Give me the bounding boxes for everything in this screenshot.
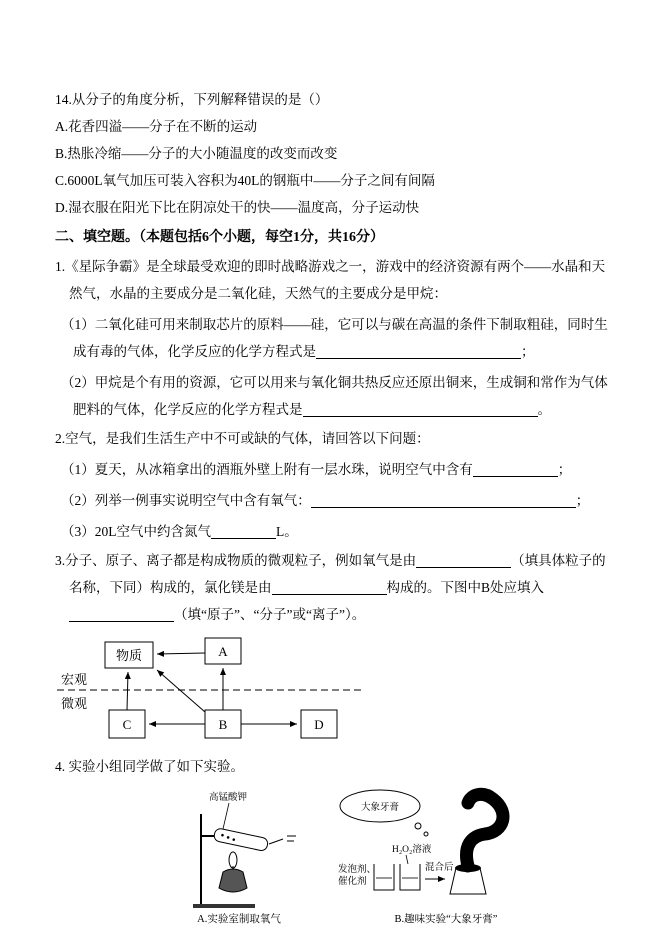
q1-sub1-text: （1）二氧化硅可用来制取芯片的原料——硅，它可以与碳在高温的条件下制取粗硅，同时生成有毒的气体，化学反应的化学方程式是 xyxy=(61,317,608,359)
alcohol-lamp xyxy=(219,869,247,892)
cloud-tail-bubble xyxy=(415,823,421,829)
speech-cloud-text: 大象牙膏 xyxy=(360,803,400,813)
q2-sub1-punct: ； xyxy=(557,462,572,477)
q1-sub1-punct: ； xyxy=(521,344,535,359)
q2-sub3 xyxy=(61,518,615,545)
q14-option-b: B.热胀冷缩——分子的大小随温度的改变而改变 xyxy=(55,146,338,161)
q2-sub2-text: （2）列举一例事实说明空气中含有氧气： xyxy=(61,493,311,508)
matter-particle-diagram xyxy=(57,632,615,751)
experiment-figures xyxy=(183,786,615,932)
q3-blank2 xyxy=(272,580,387,595)
macro-label: 宏观 xyxy=(61,672,88,687)
diagram-box-matter-label: 物质 xyxy=(115,648,143,663)
mix-label: 混合后 xyxy=(425,863,454,873)
q14-option-a: A.花香四溢——分子在不断的运动 xyxy=(55,119,258,134)
q2-sub1-blank xyxy=(473,462,558,477)
diagram-box-d-label: D xyxy=(314,717,324,732)
q3-seg3: 构成的。下图中B处应填入 xyxy=(386,580,545,595)
figure-a-group xyxy=(193,791,296,925)
q2-sub1-text: （1）夏天，从冰箱拿出的酒瓶外壁上附有一层水珠，说明空气中含有 xyxy=(61,462,473,477)
cloud-tail-bubble xyxy=(424,832,428,836)
q3-stem xyxy=(55,547,615,628)
figure-b-caption: B.趣味实验“大象牙膏” xyxy=(394,914,498,925)
diagram-box-b-label: B xyxy=(218,717,228,732)
q1-sub1-blank xyxy=(316,344,521,359)
reagent-leader-line xyxy=(223,803,229,829)
q1-sub1 xyxy=(61,311,615,365)
flame-icon xyxy=(229,852,237,868)
q2-sub1 xyxy=(61,456,615,483)
diagram-box-a-label: A xyxy=(218,644,228,659)
concept-map-svg xyxy=(57,632,407,747)
beaker-foam-agent xyxy=(374,864,394,890)
q14-stem: 14.从分子的角度分析，下列解释错误的是（） xyxy=(55,92,329,107)
q2-sub3-blank xyxy=(211,524,276,539)
q1-stem: 1.《星际争霸》是全球最受欢迎的即时战略游戏之一，游戏中的经济资源有两个——水晶和天然气，水晶的主要成分是二氧化硅，天然气的主要成分是甲烷： xyxy=(55,259,606,301)
beaker-h2o2 xyxy=(400,864,420,890)
arrow-b-to-matter xyxy=(157,670,205,712)
delivery-tube xyxy=(269,839,283,844)
q2-sub3-punct: L。 xyxy=(276,524,298,539)
q3-seg2: （填具体粒子的名称，下同）构成的，氯化镁是由 xyxy=(69,553,606,595)
q14-option-d: D.湿衣服在阳光下比在阴凉处干的快——温度高，分子运动快 xyxy=(55,200,420,215)
q2-stem: 2.空气，是我们生活生产中不可或缺的气体，请回答以下问题： xyxy=(55,431,430,446)
q1-sub2-blank xyxy=(303,402,538,417)
q3-blank3 xyxy=(69,607,174,622)
q1-sub2 xyxy=(61,369,615,423)
q3-blank1 xyxy=(416,553,511,568)
arrow-a-to-matter xyxy=(157,653,205,654)
h2o2-label: H₂O₂溶液 xyxy=(392,845,432,855)
q2-sub2-blank xyxy=(311,493,576,508)
figure-b-group xyxy=(338,790,503,925)
diagram-box-c-label: C xyxy=(122,717,132,732)
test-tube xyxy=(213,828,269,852)
micro-label: 微观 xyxy=(61,696,88,711)
q3-seg4: （填“原子”、“分子”或“离子”）。 xyxy=(174,607,366,622)
figure-a-caption: A.实验室制取氧气 xyxy=(197,914,281,925)
q3-seg1: 3.分子、原子、离子都是构成物质的微观粒子，例如氧气是由 xyxy=(55,553,417,568)
q2-sub2-punct: ； xyxy=(575,493,590,508)
foam-agent-label-line1: 发泡剂、 xyxy=(338,865,377,875)
test-tube-body xyxy=(213,828,269,852)
h2o2-leader-line xyxy=(406,855,408,864)
stand-base xyxy=(193,904,255,908)
q1-sub2-punct: 。 xyxy=(537,402,551,417)
reagent-label: 高锰酸钾 xyxy=(209,793,248,803)
q4-stem: 4. 实验小组同学做了如下实验。 xyxy=(55,759,244,774)
arrow-c-to-matter xyxy=(127,672,128,710)
q14-option-c: C.6000L氧气加压可装入容积为40L的钢瓶中——分子之间有间隔 xyxy=(55,173,435,188)
q1-sub2-text: （2）甲烷是个有用的资源，它可以用来与氧化铜共热反应还原出铜来，生成铜和常作为气体肥料的气体，化学反应的化学方程式是 xyxy=(61,375,608,417)
section-2-title: 二、填空题。（本题包括6个小题，每空1分，共16分） xyxy=(55,230,384,245)
q2-sub3-text: （3）20L空气中约含氮气 xyxy=(61,524,211,539)
foam-trunk xyxy=(467,794,503,866)
q2-sub2 xyxy=(61,487,615,514)
experiment-figures-svg xyxy=(183,786,513,928)
foam-agent-label-line2: 催化剂 xyxy=(338,877,367,887)
